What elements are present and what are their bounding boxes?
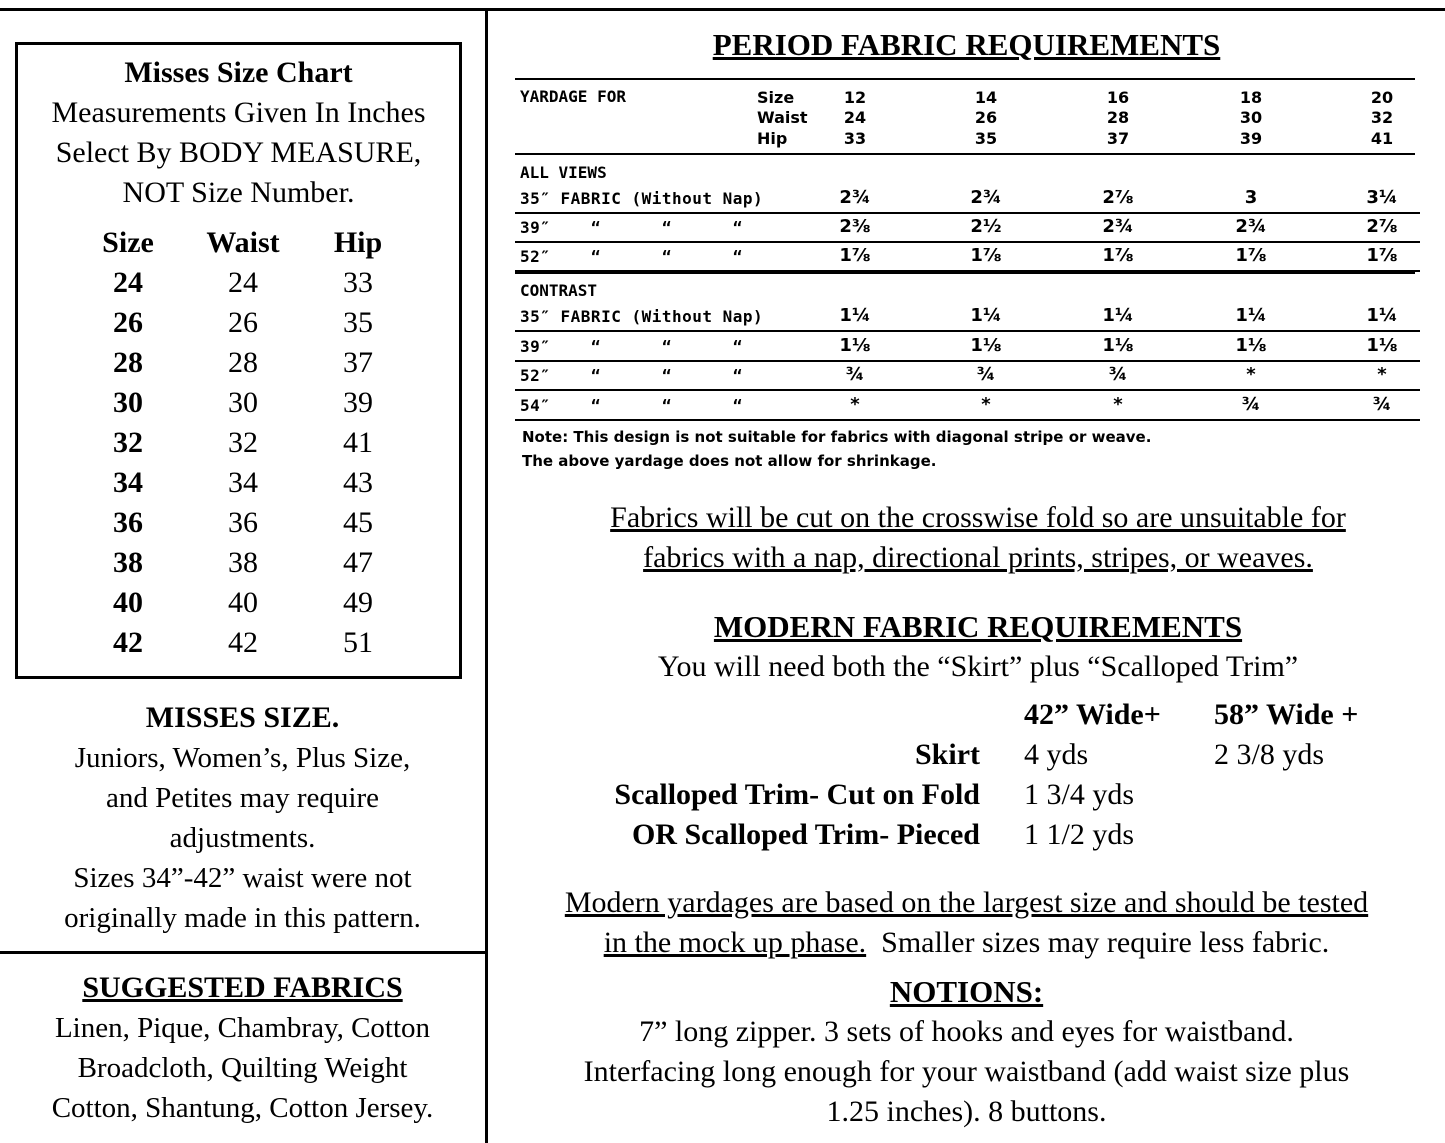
header-hip-num: 39	[1239, 129, 1263, 148]
yardage-cell: 1⅞	[839, 245, 871, 266]
modern-row-a: 4 yds	[1024, 738, 1089, 771]
yardage-cell: 1⅛	[1235, 334, 1267, 356]
size-cell: 26	[113, 306, 143, 339]
header-size-num: 18	[1239, 88, 1263, 107]
yardage-row-rule	[515, 360, 1420, 362]
waist-cell: 32	[228, 426, 258, 459]
size-chart-line: Select By BODY MEASURE,	[55, 136, 422, 169]
left-section-divider	[0, 951, 487, 954]
waist-cell: 38	[228, 546, 258, 579]
yardage-cell: 3¼	[1366, 187, 1398, 208]
modern-row-a: 1 1/2 yds	[1024, 818, 1135, 851]
notions-line: 7” long zipper. 3 sets of hooks and eyes for waistband.	[639, 1015, 1294, 1048]
yardage-row-rule	[515, 389, 1420, 391]
modern-title: MODERN FABRIC REQUIREMENTS	[713, 609, 1243, 644]
period-rule	[515, 272, 1415, 274]
modern-col-42: 42” Wide+	[1024, 698, 1161, 731]
size-cell: 42	[113, 626, 143, 659]
notions-line: Interfacing long enough for your waistband (add waist size plus	[583, 1055, 1350, 1088]
size-chart-header-row	[18, 223, 459, 263]
size-chart-row	[18, 623, 459, 663]
yardage-cell: *	[1377, 364, 1387, 385]
suggested-fabrics-line: Linen, Pique, Chambray, Cotton	[54, 1012, 431, 1044]
size-cell: 30	[113, 386, 143, 419]
yardage-cell: 3	[1244, 187, 1258, 208]
header-size: Size	[102, 226, 154, 259]
header-hip: Hip	[333, 226, 383, 259]
modern-row-label: Skirt	[914, 738, 980, 771]
crosswise-note-line: Fabrics will be cut on the crosswise fold so are unsuitable for	[610, 501, 1346, 534]
size-chart-row	[18, 303, 459, 343]
header-waist-num: 30	[1239, 108, 1263, 127]
header-hip-num: 41	[1370, 129, 1394, 148]
yardage-row-label: 39″ “ “ “	[520, 218, 743, 237]
yardage-cell: ¾	[845, 364, 865, 385]
size-cell: 32	[113, 426, 143, 459]
yardage-cell: 2⅞	[1102, 187, 1134, 208]
waist-cell: 42	[228, 626, 258, 659]
head-hip-label: Hip	[757, 129, 788, 148]
header-hip-num: 35	[974, 129, 998, 148]
yardage-cell: 1¼	[1102, 305, 1134, 326]
yardage-row-rule	[515, 419, 1420, 421]
yardage-row-rule	[515, 241, 1420, 243]
yardage-cell: *	[981, 393, 991, 415]
misses-note-line: adjustments.	[169, 822, 316, 854]
misses-note-line: originally made in this pattern.	[64, 902, 421, 934]
header-waist-num: 24	[843, 108, 867, 127]
crosswise-note-line: fabrics with a nap, directional prints, stripes, or weaves.	[643, 541, 1313, 574]
yardage-row-rule	[515, 212, 1420, 214]
yardage-row-label: 39″ “ “ “	[520, 336, 743, 356]
header-hip-num: 33	[843, 129, 867, 148]
waist-cell: 28	[228, 346, 258, 379]
yardage-row-label: 35″ FABRIC (Without Nap)	[520, 189, 764, 208]
yardage-cell: 1⅛	[1366, 334, 1398, 356]
yardage-row-label: 54″ “ “ “	[520, 395, 743, 415]
yardage-cell: 1⅛	[1102, 334, 1134, 356]
yardage-cell: 1¼	[1235, 305, 1267, 326]
misses-note	[0, 698, 485, 938]
yardage-cell: ¾	[1241, 393, 1261, 415]
period-title: PERIOD FABRIC REQUIREMENTS	[712, 27, 1221, 62]
period-note: The above yardage does not allow for shrinkage.	[522, 452, 937, 470]
notions-title: NOTIONS:	[889, 974, 1044, 1009]
head-waist-label: Waist	[757, 108, 808, 127]
yardage-cell: 1¼	[1366, 305, 1398, 326]
hip-cell: 47	[343, 546, 373, 579]
hip-cell: 33	[343, 266, 373, 299]
yardage-cell: 2¾	[839, 187, 871, 208]
hip-cell: 49	[343, 586, 373, 619]
yardage-cell: 2⅞	[1366, 216, 1398, 237]
size-chart-row	[18, 423, 459, 463]
hip-cell: 39	[343, 386, 373, 419]
yardage-cell: 2½	[970, 216, 1002, 237]
header-size-num: 12	[843, 88, 867, 107]
waist-cell: 36	[228, 506, 258, 539]
suggested-fabrics-line: Broadcloth, Quilting Weight	[77, 1052, 408, 1084]
waist-cell: 24	[228, 266, 258, 299]
hip-cell: 45	[343, 506, 373, 539]
hip-cell: 43	[343, 466, 373, 499]
size-chart-row	[18, 463, 459, 503]
waist-cell: 34	[228, 466, 258, 499]
modern-row-a: 1 3/4 yds	[1024, 778, 1135, 811]
size-cell: 28	[113, 346, 143, 379]
size-chart-row	[18, 343, 459, 383]
size-chart-row	[18, 383, 459, 423]
yardage-for-label: YARDAGE FOR	[520, 87, 626, 106]
header-size-num: 16	[1106, 88, 1130, 107]
yardage-cell: ¾	[976, 364, 996, 385]
yardage-cell: ¾	[1372, 393, 1392, 415]
suggested-fabrics-title: SUGGESTED FABRICS	[82, 971, 403, 1004]
modern-note	[488, 883, 1445, 963]
header-waist-num: 28	[1106, 108, 1130, 127]
size-chart-row	[18, 263, 459, 303]
waist-cell: 40	[228, 586, 258, 619]
size-cell: 38	[113, 546, 143, 579]
hip-cell: 35	[343, 306, 373, 339]
period-note: Note: This design is not suitable for fabrics with diagonal stripe or weave.	[522, 428, 1152, 446]
modern-note-line	[488, 923, 1445, 963]
notions	[488, 972, 1445, 1132]
header-waist-num: 26	[974, 108, 998, 127]
header-size-num: 20	[1370, 88, 1394, 107]
header-hip-num: 37	[1106, 129, 1130, 148]
misses-note-title: MISSES SIZE.	[145, 701, 340, 734]
yardage-row-rule	[515, 330, 1420, 332]
modern-row-label: Scalloped Trim- Cut on Fold	[614, 778, 980, 811]
yardage-cell: *	[1246, 364, 1256, 385]
size-cell: 34	[113, 466, 143, 499]
misses-note-line: Sizes 34”-42” waist were not	[73, 862, 412, 894]
size-chart-table	[18, 223, 459, 663]
waist-cell: 26	[228, 306, 258, 339]
modern-row-label: OR Scalloped Trim- Pieced	[631, 818, 980, 851]
yardage-row-label: 52″ “ “ “	[520, 247, 743, 266]
size-cell: 24	[113, 266, 143, 299]
header-waist-num: 32	[1370, 108, 1394, 127]
size-chart-box	[15, 42, 462, 679]
modern-note-line: Modern yardages are based on the largest size and should be tested	[564, 886, 1369, 919]
yardage-cell: *	[850, 393, 860, 415]
hip-cell: 37	[343, 346, 373, 379]
yardage-cell: 1⅞	[1102, 245, 1134, 266]
yardage-cell: ¾	[1108, 364, 1128, 385]
contrast-label: CONTRAST	[520, 281, 598, 300]
waist-cell: 30	[228, 386, 258, 419]
all-views-label: ALL VIEWS	[520, 163, 607, 182]
yardage-cell: 1⅛	[839, 334, 871, 356]
yardage-cell: 2¾	[1235, 216, 1267, 237]
modern-note-underlined: in the mock up phase.	[603, 926, 867, 959]
yardage-cell: 1¼	[970, 305, 1002, 326]
modern-row-b: 2 3/8 yds	[1214, 738, 1325, 771]
notions-line: 1.25 inches). 8 buttons.	[826, 1095, 1107, 1128]
period-rule	[515, 153, 1415, 155]
modern-subtitle: You will need both the “Skirt” plus “Scalloped Trim”	[657, 650, 1299, 683]
yardage-row-label: 35″ FABRIC (Without Nap)	[520, 307, 764, 326]
hip-cell: 41	[343, 426, 373, 459]
modern-note-plain: Smaller sizes may require less fabric.	[881, 926, 1330, 959]
suggested-fabrics-line: Cotton, Shantung, Cotton Jersey.	[51, 1092, 434, 1124]
modern-col-58: 58” Wide +	[1214, 698, 1359, 731]
header-size-num: 14	[974, 88, 998, 107]
yardage-cell: 1⅞	[970, 245, 1002, 266]
size-chart-row	[18, 543, 459, 583]
top-rule	[0, 8, 1445, 11]
yardage-cell: *	[1113, 393, 1123, 415]
yardage-row-label: 52″ “ “ “	[520, 366, 743, 385]
yardage-cell: 1⅛	[970, 334, 1002, 356]
yardage-cell: 1⅞	[1235, 245, 1267, 266]
yardage-cell: 1⅞	[1366, 245, 1398, 266]
misses-note-line: and Petites may require	[106, 782, 379, 814]
yardage-cell: 2⅜	[839, 216, 871, 237]
yardage-cell: 2¾	[1102, 216, 1134, 237]
header-waist: Waist	[206, 226, 280, 259]
hip-cell: 51	[343, 626, 373, 659]
size-chart-line: Measurements Given In Inches	[51, 96, 426, 129]
size-chart-row	[18, 503, 459, 543]
size-chart-title: Misses Size Chart	[124, 56, 353, 89]
period-rule	[515, 78, 1415, 80]
size-cell: 40	[113, 586, 143, 619]
crosswise-note	[488, 498, 1445, 578]
head-size-label: Size	[757, 88, 795, 107]
suggested-fabrics	[0, 968, 485, 1128]
size-chart-line: NOT Size Number.	[122, 176, 355, 209]
yardage-cell: 2¾	[970, 187, 1002, 208]
size-cell: 36	[113, 506, 143, 539]
misses-note-line: Juniors, Women’s, Plus Size,	[74, 742, 411, 774]
yardage-cell: 1¼	[839, 305, 871, 326]
size-chart-row	[18, 583, 459, 623]
